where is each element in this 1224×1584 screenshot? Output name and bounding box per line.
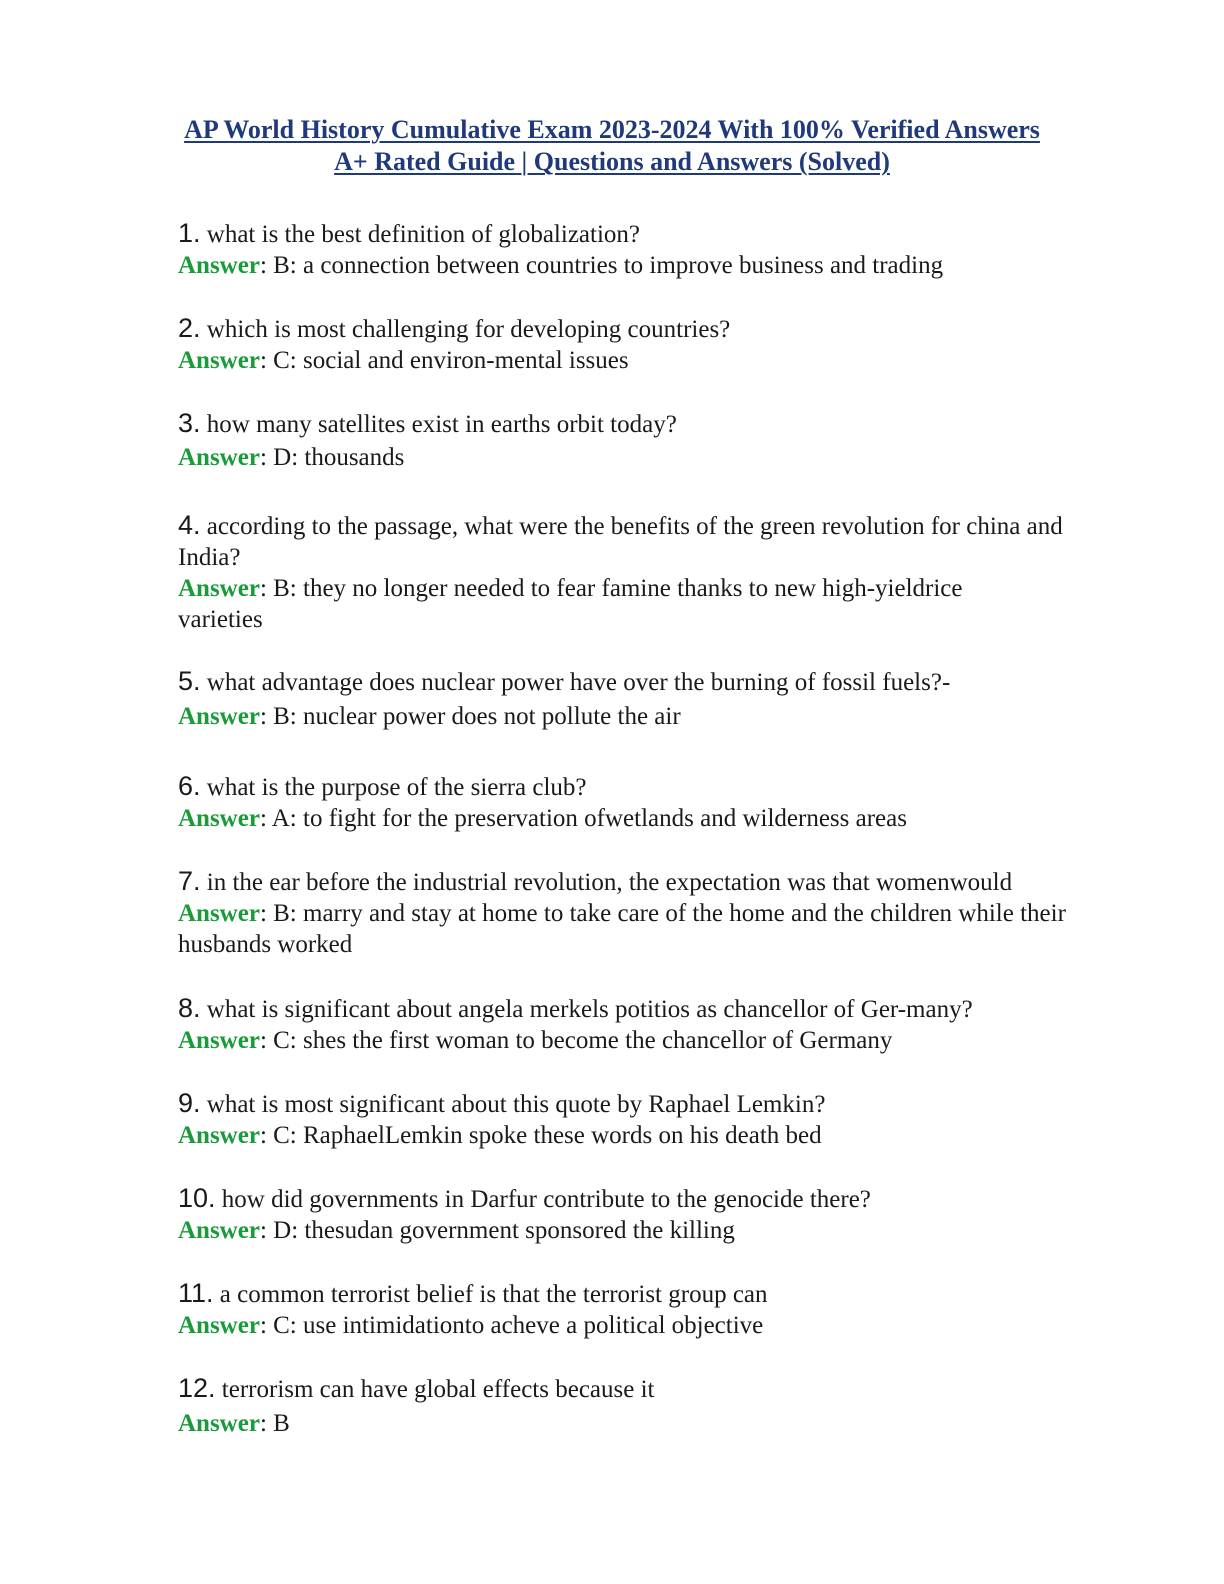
answer-label: Answer [178, 1027, 260, 1054]
answer-label: Answer [178, 1410, 260, 1437]
answer-text: : D: thesudan government sponsored the killing [259, 1217, 735, 1244]
question-text: according to the passage, what were the benefits of the green revolution for china and India? [178, 513, 1063, 571]
answer-label: Answer [178, 1217, 260, 1244]
title-line-2: A+ Rated Guide | Questions and Answers (Solved) [334, 147, 890, 176]
answer-label: Answer [178, 575, 260, 602]
question-number: 11. [178, 1278, 214, 1308]
answer-text: : C: use intimidationto acheve a political objective [259, 1312, 764, 1339]
qa-item-9 [178, 1088, 1138, 1151]
question-2 [178, 313, 1138, 345]
question-number: 1. [178, 218, 201, 248]
answer-1 [178, 250, 1138, 281]
question-number: 8. [178, 993, 201, 1023]
answer-text: : B [259, 1410, 290, 1437]
qa-item-5 [178, 666, 1138, 732]
question-text: what is the best definition of globalization? [200, 221, 641, 248]
question-text: what is the purpose of the sierra club? [200, 774, 587, 801]
answer-text: : C: RaphaelLemkin spoke these words on his death bed [259, 1122, 822, 1149]
answer-text: : A: to fight for the preservation ofwetlands and wilderness areas [259, 805, 907, 832]
question-number: 10. [178, 1183, 216, 1213]
question-1 [178, 218, 1138, 250]
answer-label: Answer [178, 1312, 260, 1339]
answer-7 [178, 898, 1113, 960]
qa-item-8 [178, 993, 1138, 1056]
answer-label: Answer [178, 703, 260, 730]
question-4 [178, 510, 1123, 573]
question-8 [178, 993, 1138, 1025]
question-text: how many satellites exist in earths orbit today? [200, 411, 677, 438]
question-text: in the ear before the industrial revolution, the expectation was that womenwould [200, 869, 1013, 896]
qa-item-12 [178, 1373, 1138, 1439]
question-text: how did governments in Darfur contribute to the genocide there? [215, 1186, 871, 1213]
qa-item-3 [178, 408, 1138, 473]
answer-text: : C: shes the first woman to become the chancellor of Germany [259, 1027, 893, 1054]
question-text: terrorism can have global effects because it [215, 1376, 655, 1403]
answer-text: : D: thousands [259, 444, 405, 471]
question-6 [178, 771, 1138, 803]
question-text: what advantage does nuclear power have over the burning of fossil fuels?- [200, 669, 951, 696]
question-5 [178, 666, 1138, 698]
answer-text: : B: they no longer needed to fear famine thanks to new high-yieldrice varieties [178, 575, 963, 633]
question-7 [178, 866, 1113, 898]
qa-item-7 [178, 866, 1113, 960]
qa-item-2 [178, 313, 1138, 376]
answer-label: Answer [178, 805, 260, 832]
answer-label: Answer [178, 444, 260, 471]
qa-item-10 [178, 1183, 1138, 1246]
question-text: a common terrorist belief is that the terrorist group can [213, 1281, 768, 1308]
qa-item-6 [178, 771, 1138, 834]
answer-3 [178, 442, 1138, 473]
question-3 [178, 408, 1138, 440]
answer-12 [178, 1408, 1138, 1439]
answer-6 [178, 803, 1138, 834]
answer-9 [178, 1120, 1138, 1151]
answer-text: : C: social and environ-mental issues [259, 347, 629, 374]
question-number: 6. [178, 771, 201, 801]
question-10 [178, 1183, 1138, 1215]
answer-text: : B: marry and stay at home to take care of the home and the children while their husbands worked [178, 900, 1066, 958]
answer-10 [178, 1215, 1138, 1246]
question-number: 2. [178, 313, 201, 343]
answer-2 [178, 345, 1138, 376]
question-text: what is significant about angela merkels potitios as chancellor of Ger-many? [200, 996, 973, 1023]
answer-text: : B: nuclear power does not pollute the air [259, 703, 681, 730]
answer-label: Answer [178, 252, 260, 279]
question-number: 5. [178, 666, 201, 696]
question-number: 3. [178, 408, 201, 438]
answer-label: Answer [178, 347, 260, 374]
document-title [0, 114, 1224, 178]
answer-label: Answer [178, 1122, 260, 1149]
question-12 [178, 1373, 1138, 1405]
title-line-1: AP World History Cumulative Exam 2023-2024 With 100% Verified Answers [184, 115, 1040, 144]
qa-item-1 [178, 218, 1138, 281]
question-text: which is most challenging for developing countries? [200, 316, 731, 343]
answer-label: Answer [178, 900, 260, 927]
question-number: 4. [178, 510, 201, 540]
question-number: 7. [178, 866, 201, 896]
answer-text: : B: a connection between countries to improve business and trading [259, 252, 944, 279]
question-text: what is most significant about this quote by Raphael Lemkin? [200, 1091, 826, 1118]
question-11 [178, 1278, 1138, 1310]
answer-8 [178, 1025, 1138, 1056]
question-9 [178, 1088, 1138, 1120]
answer-11 [178, 1310, 1138, 1341]
question-number: 9. [178, 1088, 201, 1118]
question-number: 12. [178, 1373, 216, 1403]
qa-item-11 [178, 1278, 1138, 1341]
answer-5 [178, 701, 1138, 732]
answer-4 [178, 573, 1048, 635]
qa-item-4 [178, 510, 1123, 635]
